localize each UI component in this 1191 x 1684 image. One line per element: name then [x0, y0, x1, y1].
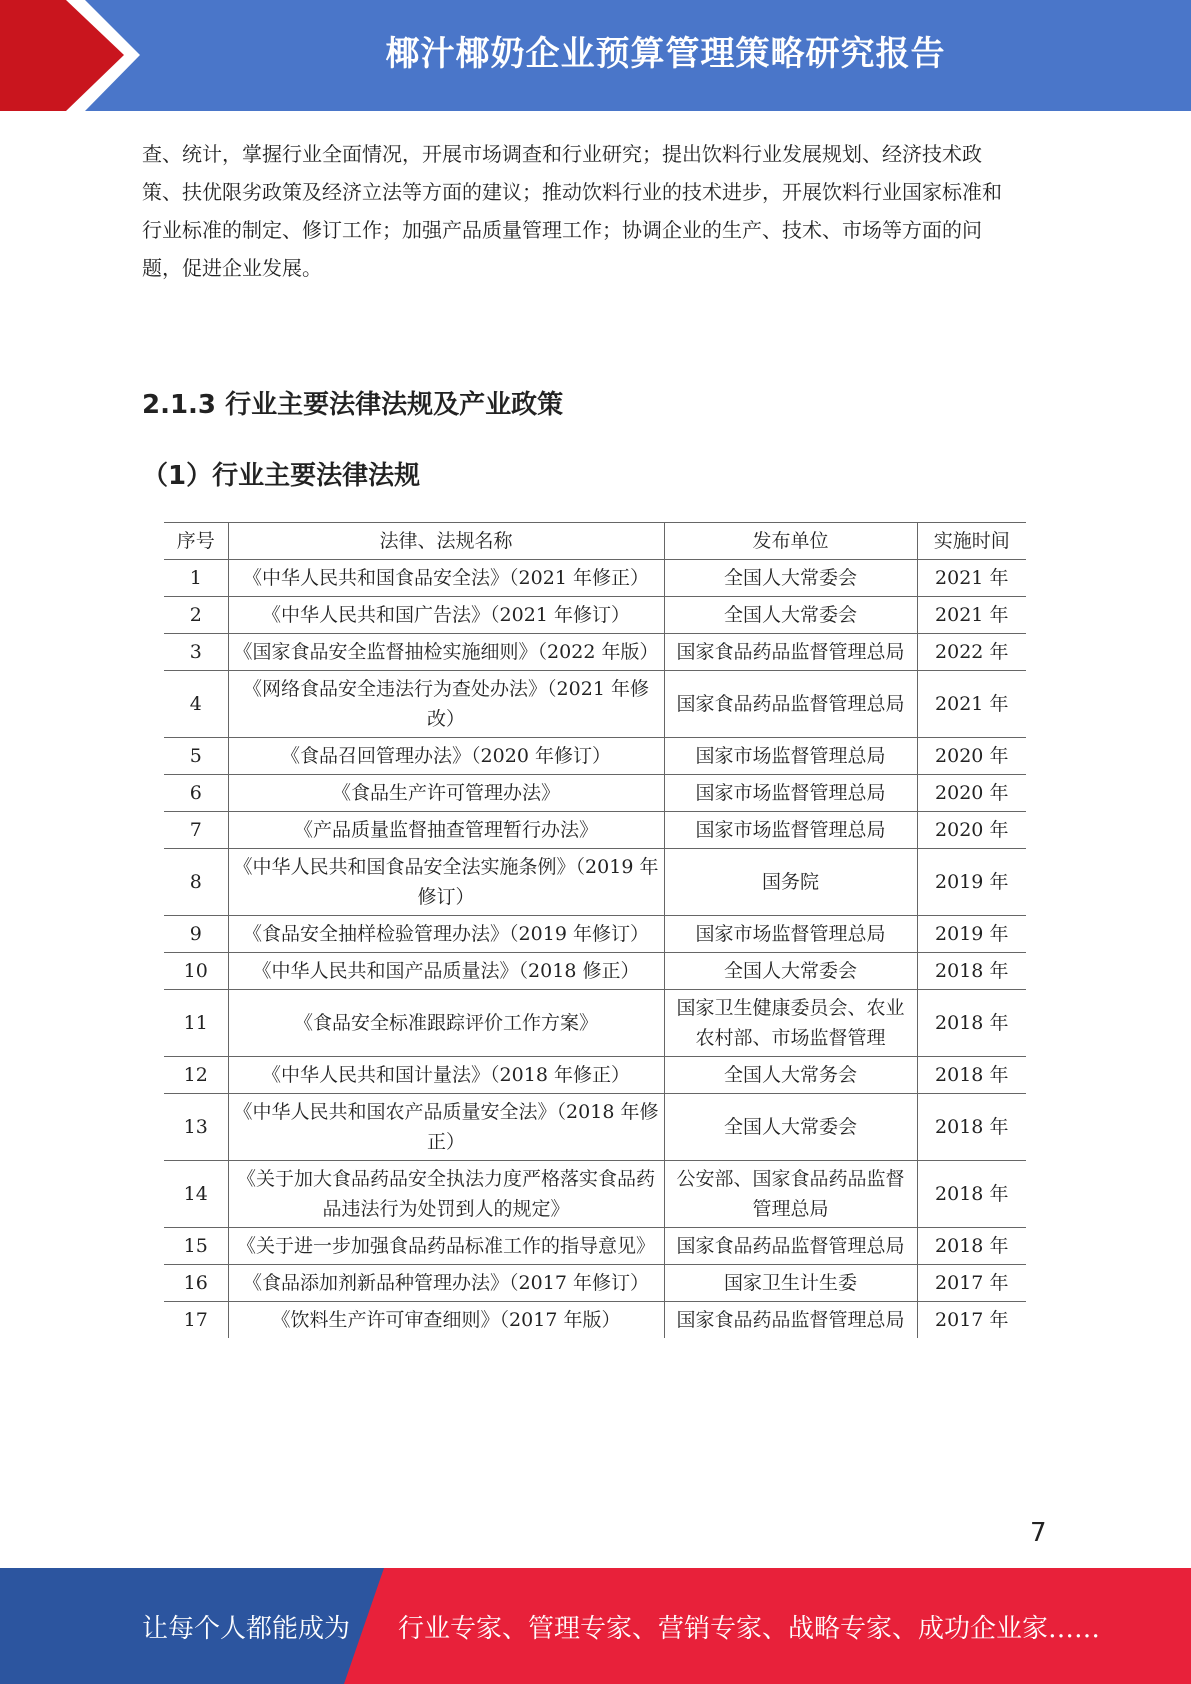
law-name-cell: 《食品生产许可管理办法》	[228, 775, 664, 812]
law-name-cell: 《食品安全抽样检验管理办法》（2019 年修订）	[228, 916, 664, 953]
effective-year-cell: 2020 年	[917, 775, 1026, 812]
footer-slogan-left: 让每个人都能成为	[142, 1614, 351, 1644]
issuing-authority-cell: 全国人大常委会	[664, 953, 917, 990]
law-name-cell: 《食品召回管理办法》（2020 年修订）	[228, 738, 664, 775]
row-number-cell: 7	[164, 812, 228, 849]
issuing-authority-cell: 国家食品药品监督管理总局	[664, 1228, 917, 1265]
effective-year-cell: 2019 年	[917, 916, 1026, 953]
effective-year-cell: 2022 年	[917, 634, 1026, 671]
issuing-authority-cell: 全国人大常务会	[664, 1057, 917, 1094]
effective-year-cell: 2017 年	[917, 1302, 1026, 1339]
table-row	[164, 1302, 1026, 1339]
issuing-authority-cell: 国家卫生健康委员会、农业农村部、市场监督管理	[664, 990, 917, 1057]
row-number-cell: 8	[164, 849, 228, 916]
intro-paragraph	[142, 135, 1052, 287]
effective-year-cell: 2018 年	[917, 990, 1026, 1057]
law-name-cell: 《食品添加剂新品种管理办法》（2017 年修订）	[228, 1265, 664, 1302]
intro-line: 策、扶优限劣政策及经济立法等方面的建议；推动饮料行业的技术进步，开展饮料行业国家标准和	[142, 180, 1002, 204]
issuing-authority-cell: 国家食品药品监督管理总局	[664, 634, 917, 671]
issuing-authority-cell: 全国人大常委会	[664, 597, 917, 634]
effective-year-cell: 2017 年	[917, 1265, 1026, 1302]
law-name-cell: 《中华人民共和国食品安全法》（2021 年修正）	[228, 560, 664, 597]
laws-table	[164, 522, 1026, 1338]
row-number-cell: 2	[164, 597, 228, 634]
effective-year-cell: 2018 年	[917, 1057, 1026, 1094]
issuing-authority-cell: 全国人大常委会	[664, 560, 917, 597]
row-number-cell: 14	[164, 1161, 228, 1228]
column-header: 发布单位	[664, 523, 917, 560]
table-row	[164, 953, 1026, 990]
law-name-cell: 《中华人民共和国广告法》（2021 年修订）	[228, 597, 664, 634]
row-number-cell: 13	[164, 1094, 228, 1161]
effective-year-cell: 2019 年	[917, 849, 1026, 916]
page-footer	[0, 1568, 1191, 1684]
row-number-cell: 9	[164, 916, 228, 953]
row-number-cell: 4	[164, 671, 228, 738]
effective-year-cell: 2018 年	[917, 1094, 1026, 1161]
table-row	[164, 775, 1026, 812]
sub-heading: （1）行业主要法律法规	[142, 461, 421, 491]
report-title: 椰汁椰奶企业预算管理策略研究报告	[385, 34, 946, 74]
table-row	[164, 849, 1026, 916]
row-number-cell: 17	[164, 1302, 228, 1339]
law-name-cell: 《关于加大食品药品安全执法力度严格落实食品药品违法行为处罚到人的规定》	[228, 1161, 664, 1228]
issuing-authority-cell: 国家市场监督管理总局	[664, 812, 917, 849]
row-number-cell: 5	[164, 738, 228, 775]
law-name-cell: 《中华人民共和国产品质量法》（2018 修正）	[228, 953, 664, 990]
row-number-cell: 3	[164, 634, 228, 671]
footer-slogan-right: 行业专家、管理专家、营销专家、战略专家、成功企业家……	[398, 1614, 1101, 1644]
table-row	[164, 1094, 1026, 1161]
law-name-cell: 《关于进一步加强食品药品标准工作的指导意见》	[228, 1228, 664, 1265]
report-header	[0, 0, 1191, 111]
effective-year-cell: 2018 年	[917, 1161, 1026, 1228]
table-row	[164, 560, 1026, 597]
law-name-cell: 《国家食品安全监督抽检实施细则》（2022 年版）	[228, 634, 664, 671]
column-header: 实施时间	[917, 523, 1026, 560]
row-number-cell: 11	[164, 990, 228, 1057]
row-number-cell: 6	[164, 775, 228, 812]
table-row	[164, 597, 1026, 634]
row-number-cell: 1	[164, 560, 228, 597]
row-number-cell: 15	[164, 1228, 228, 1265]
laws-table-container	[164, 522, 1026, 1486]
effective-year-cell: 2021 年	[917, 597, 1026, 634]
issuing-authority-cell: 全国人大常委会	[664, 1094, 917, 1161]
table-row	[164, 1161, 1026, 1228]
table-row	[164, 1228, 1026, 1265]
issuing-authority-cell: 公安部、国家食品药品监督管理总局	[664, 1161, 917, 1228]
intro-line: 题，促进企业发展。	[142, 256, 322, 280]
issuing-authority-cell: 国务院	[664, 849, 917, 916]
issuing-authority-cell: 国家食品药品监督管理总局	[664, 1302, 917, 1339]
row-number-cell: 10	[164, 953, 228, 990]
effective-year-cell: 2021 年	[917, 671, 1026, 738]
intro-line: 行业标准的制定、修订工作；加强产品质量管理工作；协调企业的生产、技术、市场等方面的问	[142, 218, 982, 242]
law-name-cell: 《中华人民共和国食品安全法实施条例》（2019 年修订）	[228, 849, 664, 916]
table-row	[164, 634, 1026, 671]
issuing-authority-cell: 国家市场监督管理总局	[664, 738, 917, 775]
law-name-cell: 《网络食品安全违法行为查处办法》（2021 年修改）	[228, 671, 664, 738]
intro-line: 查、统计，掌握行业全面情况，开展市场调查和行业研究；提出饮料行业发展规划、经济技术政	[142, 142, 982, 166]
table-row	[164, 738, 1026, 775]
issuing-authority-cell: 国家市场监督管理总局	[664, 916, 917, 953]
page-number: 7	[1030, 1518, 1047, 1548]
issuing-authority-cell: 国家市场监督管理总局	[664, 775, 917, 812]
column-header: 序号	[164, 523, 228, 560]
table-row	[164, 671, 1026, 738]
table-row	[164, 1265, 1026, 1302]
effective-year-cell: 2020 年	[917, 812, 1026, 849]
row-number-cell: 16	[164, 1265, 228, 1302]
effective-year-cell: 2018 年	[917, 953, 1026, 990]
law-name-cell: 《中华人民共和国农产品质量安全法》（2018 年修正）	[228, 1094, 664, 1161]
effective-year-cell: 2020 年	[917, 738, 1026, 775]
law-name-cell: 《食品安全标准跟踪评价工作方案》	[228, 990, 664, 1057]
table-row	[164, 812, 1026, 849]
issuing-authority-cell: 国家食品药品监督管理总局	[664, 671, 917, 738]
table-header-row	[164, 523, 1026, 560]
table-row	[164, 916, 1026, 953]
effective-year-cell: 2021 年	[917, 560, 1026, 597]
row-number-cell: 12	[164, 1057, 228, 1094]
law-name-cell: 《产品质量监督抽查管理暂行办法》	[228, 812, 664, 849]
law-name-cell: 《中华人民共和国计量法》（2018 年修正）	[228, 1057, 664, 1094]
issuing-authority-cell: 国家卫生计生委	[664, 1265, 917, 1302]
law-name-cell: 《饮料生产许可审查细则》（2017 年版）	[228, 1302, 664, 1339]
table-row	[164, 1057, 1026, 1094]
section-heading: 2.1.3 行业主要法律法规及产业政策	[142, 390, 564, 420]
column-header: 法律、法规名称	[228, 523, 664, 560]
effective-year-cell: 2018 年	[917, 1228, 1026, 1265]
table-row	[164, 990, 1026, 1057]
